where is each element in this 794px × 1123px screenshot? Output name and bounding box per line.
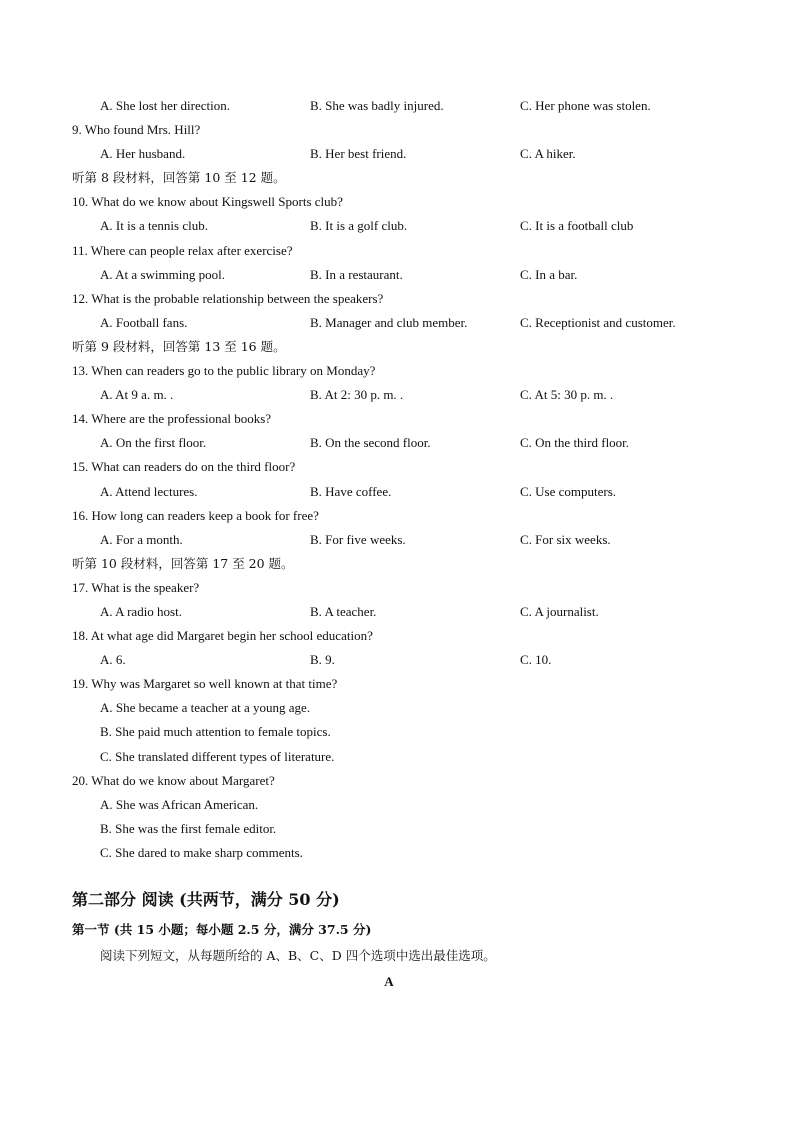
options-row <box>72 311 714 335</box>
option-a: A. Attend lectures. <box>100 483 198 499</box>
options-row <box>72 383 714 407</box>
option-c: C. Her phone was stolen. <box>520 98 651 113</box>
options-row <box>72 648 714 672</box>
option-line: A. She became a teacher at a young age. <box>100 700 311 716</box>
option-a: A. Football fans. <box>100 314 188 330</box>
options-row <box>72 142 714 166</box>
reading-instruction: 阅读下列短文，从每题所给的 A、B、C、D 四个选项中选出最佳选项。 <box>100 948 496 963</box>
option-c: C. A hiker. <box>520 146 576 162</box>
options-row <box>72 94 714 118</box>
option-c: C. On the third floor. <box>520 435 630 451</box>
options-row <box>72 214 714 238</box>
option-c: C. It is a football club <box>520 218 634 234</box>
option-b: B. In a restaurant. <box>310 266 403 282</box>
option-c: C. For six weeks. <box>520 531 611 547</box>
option-b: B. Her best friend. <box>310 146 407 162</box>
question: 11. Where can people relax after exercise? <box>72 242 293 258</box>
section-heading: 听第 10 段材料，回答第 17 至 20 题。 <box>72 555 294 571</box>
option-line: C. She dared to make sharp comments. <box>100 844 303 860</box>
option-line: C. She translated different types of literature. <box>100 748 335 764</box>
option-a: A. At 9 a. m. . <box>100 387 174 403</box>
option-b: B. A teacher. <box>310 603 377 619</box>
option-c: C. At 5: 30 p. m. . <box>520 387 614 403</box>
options-row <box>72 600 714 624</box>
option-a: A. It is a tennis club. <box>100 218 208 234</box>
question: 19. Why was Margaret so well known at that time? <box>72 676 338 692</box>
option-c: C. Use computers. <box>520 483 617 499</box>
option-a: A. A radio host. <box>100 603 182 619</box>
listening-section <box>72 94 714 865</box>
option-b: B. For five weeks. <box>310 531 406 547</box>
option-a: A. 6. <box>100 652 126 668</box>
options-row <box>72 263 714 287</box>
option-b: B. Manager and club member. <box>310 314 468 330</box>
question: 18. At what age did Margaret begin her school education? <box>72 628 373 644</box>
option-c: C. 10. <box>520 652 552 668</box>
option-a: A. On the first floor. <box>100 435 207 451</box>
options-row <box>72 480 714 504</box>
options-row <box>72 528 714 552</box>
option-a: A. Her husband. <box>100 146 186 162</box>
option-a: A. She lost her direction. <box>100 98 230 113</box>
option-a: A. At a swimming pool. <box>100 266 225 282</box>
option-a: A. For a month. <box>100 531 183 547</box>
option-b: B. On the second floor. <box>310 435 431 451</box>
question: 9. Who found Mrs. Hill? <box>72 122 201 138</box>
question: 17. What is the speaker? <box>72 579 200 595</box>
question: 16. How long can readers keep a book for free? <box>72 507 319 523</box>
question: 13. When can readers go to the public library on Monday? <box>72 363 376 379</box>
option-b: B. At 2: 30 p. m. . <box>310 387 404 403</box>
option-b: B. Have coffee. <box>310 483 392 499</box>
option-b: B. She was badly injured. <box>310 98 444 113</box>
section-one-title: 第一节 (共 15 小题；每小题 2.5 分，满分 37.5 分) <box>72 922 372 937</box>
options-row <box>72 431 714 455</box>
option-b: B. 9. <box>310 652 335 668</box>
option-c: C. Receptionist and customer. <box>520 314 676 330</box>
section-heading: 听第 8 段材料，回答第 10 至 12 题。 <box>72 170 286 186</box>
option-line: B. She paid much attention to female topics. <box>100 724 331 740</box>
section-heading: 听第 9 段材料，回答第 13 至 16 题。 <box>72 338 286 354</box>
part-two-title: 第二部分 阅读 (共两节，满分 50 分) <box>72 890 340 909</box>
option-line: B. She was the first female editor. <box>100 820 277 836</box>
passage-letter: A <box>384 974 394 989</box>
question: 20. What do we know about Margaret? <box>72 772 275 788</box>
question: 15. What can readers do on the third floor? <box>72 459 296 475</box>
option-c: C. A journalist. <box>520 603 599 619</box>
question: 14. Where are the professional books? <box>72 411 272 427</box>
option-b: B. It is a golf club. <box>310 218 408 234</box>
question: 10. What do we know about Kingswell Sports club? <box>72 194 343 210</box>
option-c: C. In a bar. <box>520 266 578 282</box>
question: 12. What is the probable relationship between the speakers? <box>72 290 384 306</box>
option-line: A. She was African American. <box>100 796 259 812</box>
